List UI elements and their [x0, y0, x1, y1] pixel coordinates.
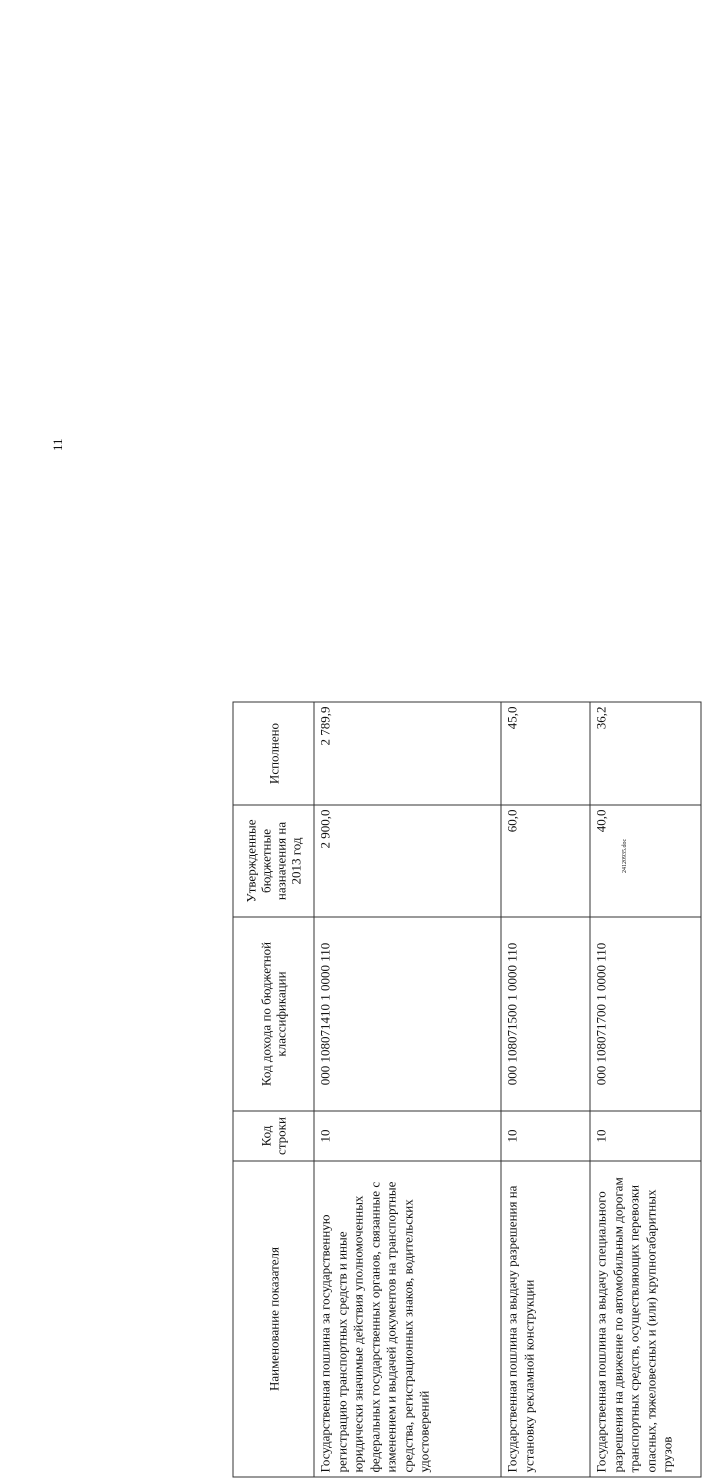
header-indicator-name: Наименование показателя [233, 1161, 314, 1477]
approved-budget-cell: 2 900,0 [314, 805, 501, 917]
document-filename: 24120935.doc [622, 838, 628, 873]
line-code-cell: 10 [314, 1111, 501, 1161]
indicator-name-cell: Государственная пошлина за выдачу специального разрешения на движение по автомобильным дорогам транспортных средств, осуществляющих перевозки опасных, тяжеловесных и (или) крупногабаритных грузов [590, 1161, 701, 1477]
table-row [590, 702, 701, 1477]
indicator-name-cell: Государственная пошлина за государственную регистрацию транспортных средств и иные юридически значимые действия уполномоченных федеральных государственных органов, связанные с изменением и выдачей документов на транспортные средства, регистрационных знаков, водительских удостоверений [314, 1161, 501, 1477]
table-row [314, 702, 501, 1477]
executed-cell: 2 789,9 [314, 702, 501, 805]
budget-revenue-table [233, 702, 702, 1478]
revenue-code-cell: 000 108071410 1 0000 110 [314, 917, 501, 1111]
executed-cell: 45,0 [501, 702, 590, 805]
indicator-name-cell: Государственная пошлина за выдачу разрешения на установку рекламной конструкции [501, 1161, 590, 1477]
table-header-row [233, 702, 314, 1477]
line-code-cell: 10 [590, 1111, 701, 1161]
revenue-code-cell: 000 108071500 1 0000 110 [501, 917, 590, 1111]
line-code-cell: 10 [501, 1111, 590, 1161]
header-executed: Исполнено [233, 702, 314, 805]
revenue-code-cell: 000 108071700 1 0000 110 [590, 917, 701, 1111]
rotated-table-container [233, 703, 703, 1478]
page-number: 11 [50, 438, 65, 451]
approved-budget-cell: 40,0 [590, 805, 701, 917]
header-revenue-code: Код дохода по бюджетной классификации [233, 917, 314, 1111]
executed-cell: 36,2 [590, 702, 701, 805]
header-approved-budget: Утвержденные бюджетные назначения на 2013 год [233, 805, 314, 917]
approved-budget-cell: 60,0 [501, 805, 590, 917]
table-row [501, 702, 590, 1477]
header-line-code: Код строки [233, 1111, 314, 1161]
